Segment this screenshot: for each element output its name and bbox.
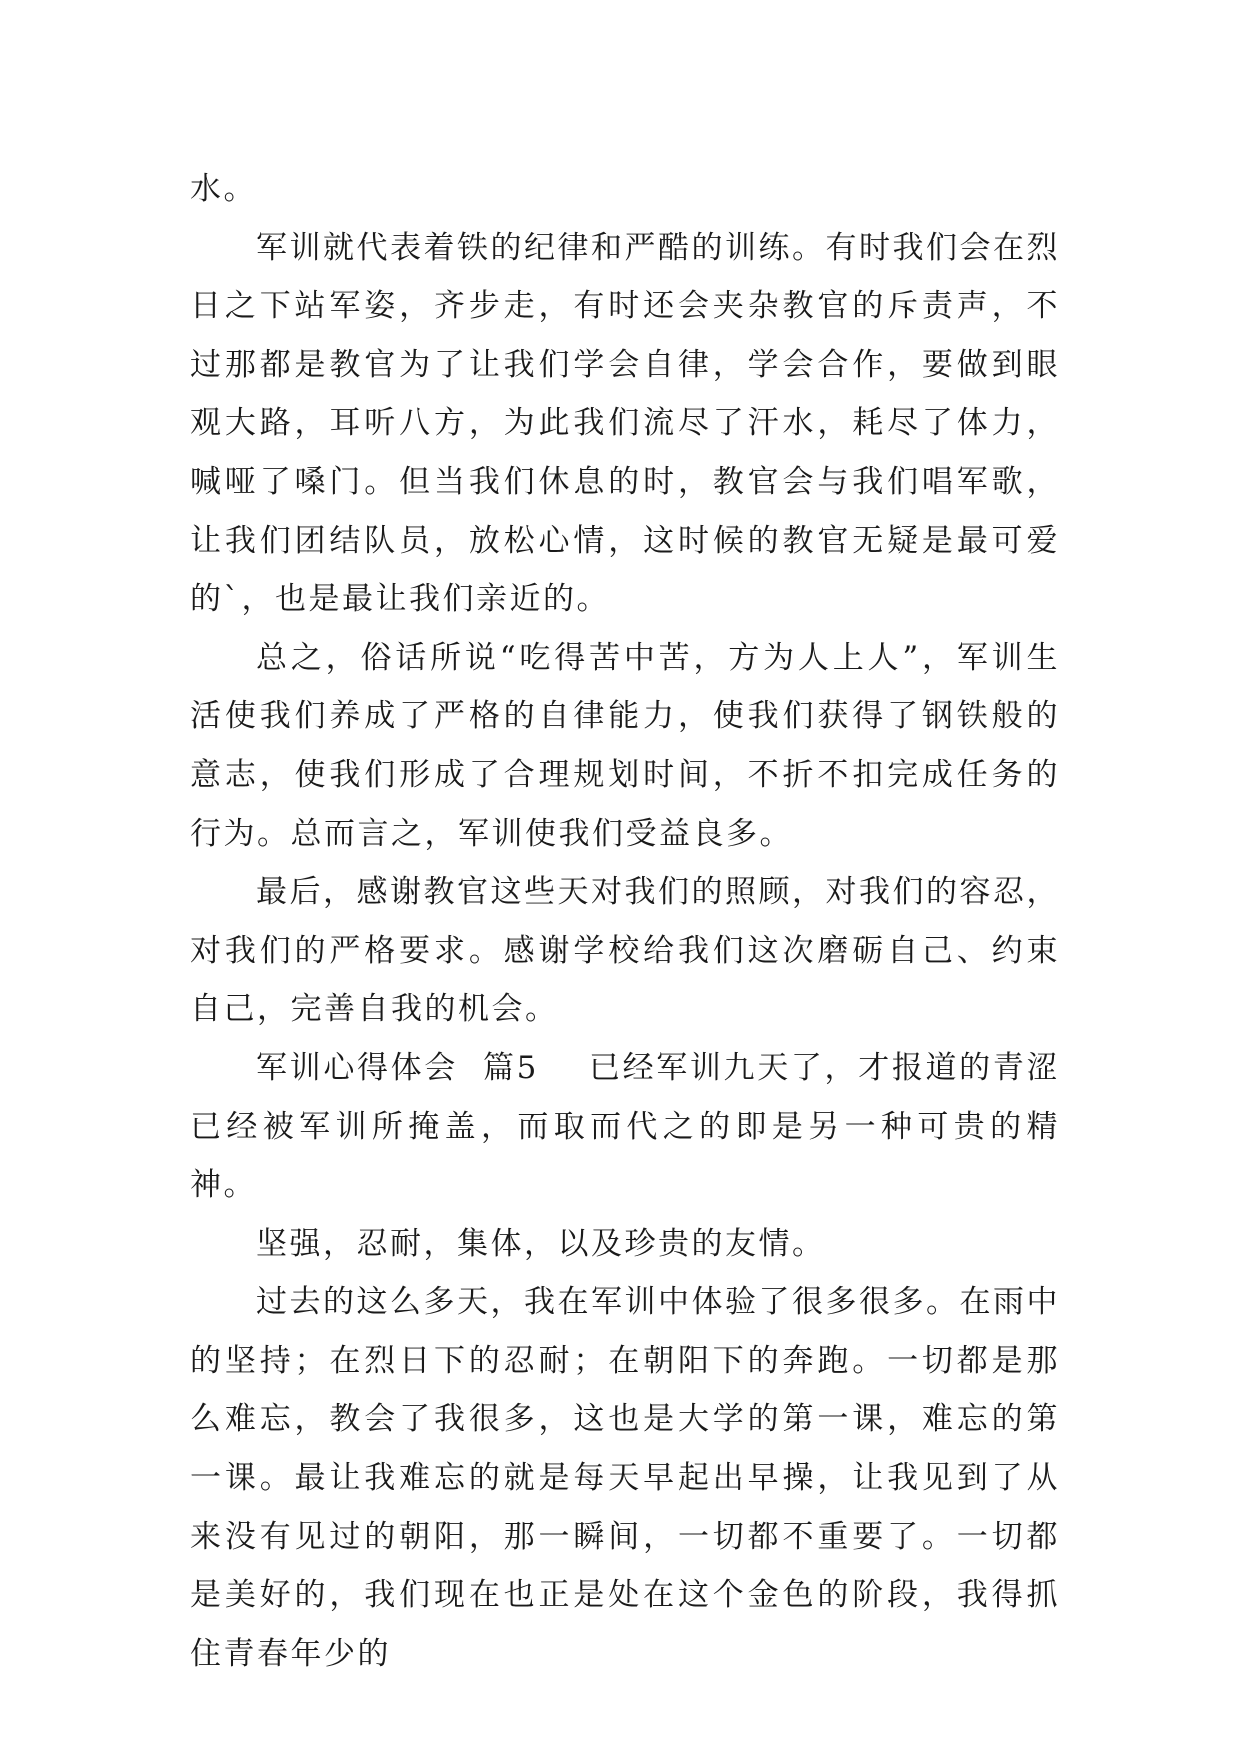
paragraph-7: 过去的这么多天，我在军训中体验了很多很多。在雨中的坚持；在烈日下的忍耐；在朝阳下的奔跑。一切都是那么难忘，教会了我很多，这也是大学的第一课，难忘的第一课。最让我难忘的就是每天早起出早操，让我见到了从来没有见过的朝阳，那一瞬间，一切都不重要了。一切都是美好的，我们现在也正是处在这个金色的阶段，我得抓住青春年少的 [190,1284,1060,1672]
body-text [190,160,1060,1683]
paragraph-2: 军训就代表着铁的纪律和严酷的训练。有时我们会在烈日之下站军姿，齐步走，有时还会夹杂教官的斥责声，不过那都是教官为了让我们学会自律，学会合作，要做到眼观大路，耳听八方，为此我们流尽了汗水，耗尽了体力，喊哑了嗓门。但当我们休息的时，教官会与我们唱军歌，让我们团结队员，放松心情，这时候的教官无疑是最可爱的`，也是最让我们亲近的。 [190,229,1060,618]
paragraph-5: 军训心得体会 篇5 已经军训九天了，才报道的青涩已经被军训所掩盖，而取而代之的即是另一种可贵的精神。 [190,1049,1060,1204]
paragraph-4: 最后，感谢教官这些天对我们的照顾，对我们的容忍，对我们的严格要求。感谢学校给我们这次磨砺自己、约束自己，完善自我的机会。 [190,874,1060,1028]
paragraph-6: 坚强，忍耐，集体，以及珍贵的友情。 [256,1225,826,1262]
paragraph-1: 水。 [190,171,257,207]
paragraph-3: 总之，俗话所说“吃得苦中苦，方为人上人”，军训生活使我们养成了严格的自律能力，使我们获得了钢铁般的意志，使我们形成了合理规划时间，不折不扣完成任务的行为。总而言之，军训使我们受益良多。 [190,639,1060,852]
